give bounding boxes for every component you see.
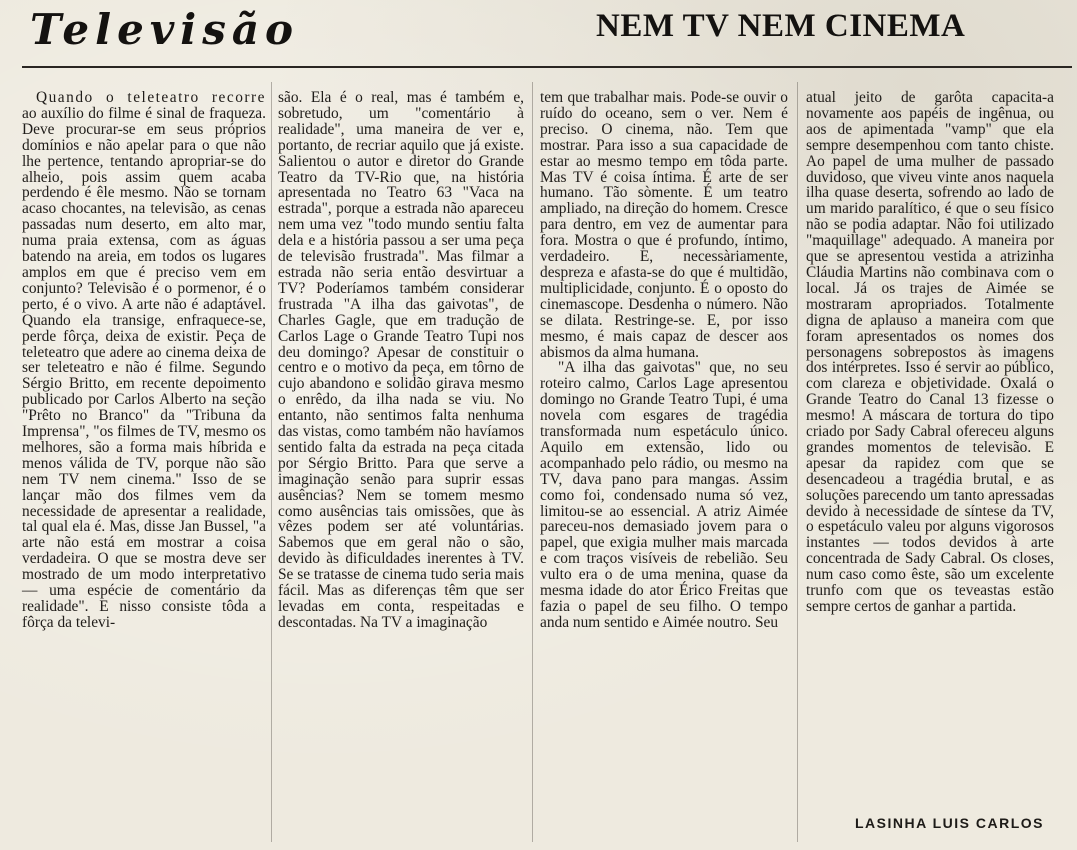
paragraph: tem que trabalhar mais. Pode-se ouvir o ruído do oceano, sem o ver. Nem é preciso. O cinema, não. Tem que mostrar. Para isso a sua capacidade de estar ao mesmo tempo em tôda parte. Mas TV é coisa íntima. É arte de ser humano. Tão sòmente. É um teatro ampliado, na direção do homem. Cresce para dentro, em vez de aumentar para fora. Mostra o que é profundo, íntimo, verdadeiro. E, necessàriamente, despreza e afasta-se do que é multidão, multiplicidade, conjunto. É o oposto do cinemascope. Desdenha o número. Não se dilata. Restringe-se. E, por isso mesmo, é mais capaz de descer aos abismos da alma humana. [540,89,788,361]
paragraph: "A ilha das gaivotas" que, no seu roteiro calmo, Carlos Lage apresentou domingo no Grande Teatro Tupi, é uma novela com esgares de tragédia transformada num espetáculo único. Aquilo em extensão, lido ou acompanhado pelo rádio, ou mesmo na TV, dava pano para mangas. Assim como foi, condensado numa só vez, limitou-se ao essencial. A atriz Aimée pareceu-nos demasiado jovem para o papel, que exigia mulher mais marcada e com traços visíveis de rebelião. Seu vulto era o de uma menina, quase da mesma idade do ator Érico Freitas que fazia o papel de seu filho. O tempo anda num sentido e Aimée noutro. Seu [540,359,788,631]
article-column-3 [540,90,788,631]
section-title: Televisão [30,5,300,54]
header-rule [22,66,1072,68]
column-divider [797,82,798,842]
paragraph: Quando o teleteatro recorre ao auxílio do filme é sinal de fraqueza. Deve procurar-se em seus próprios domínios e não apelar para o que não lhe pertence, tentando apropriar-se do alheio, pois assim quem acaba perdendo é êle mesmo. Não se tornam acaso chocantes, na televisão, as cenas passadas num deserto, em alto mar, numa praia extensa, com as águas batendo na areia, em todos os lugares amplos em que é preciso vem em conjunto? Televisão é o pormenor, é o perto, é o vivo. A arte não é adaptável. Quando ela transige, enfraquece-se, perde fôrça, deixa de existir. Peça de teleteatro que adere ao cinema deixa de ser teleteatro e não é filme. Segundo Sérgio Britto, em recente depoimento publicado por Carlos Alberto na seção "Prêto no Branco" da "Tribuna da Imprensa", "os filmes de TV, mesmo os melhores, são a forma mais híbrida e menos válida de TV, porque não são nem TV nem cinema." Isso de se lançar mão dos filmes vem da necessidade de apresentar a realidade, tal qual ela é. Mas, disse Jan Bussel, "a arte não está em mostrar a coisa verdadeira. O que se mostra deve ser mostrado de um modo interpretativo — uma espécie de comentário da realidade". E nisso consiste tôda a fôrça da televi- [22,89,266,631]
article-column-4 [806,90,1054,615]
article-column-2 [278,90,524,631]
column-divider [271,82,272,842]
headline: NEM TV NEM CINEMA [596,8,966,44]
paragraph: são. Ela é o real, mas é também e, sobretudo, um "comentário à realidade", uma maneira de ver e, portanto, de recriar aquilo que já existe. Salientou o autor e diretor do Grande Teatro da TV-Rio que, na história apresentada no Teatro 63 "Vaca na estrada", porque a estrada não apareceu nem uma vez "todo mundo sentiu falta dela e a história passou a ser uma peça de televisão frustrada". Mas filmar a estrada não seria então desvirtuar a TV? Poderíamos também considerar frustrada "A ilha das gaivotas", de Charles Gagle, que em tradução de Carlos Lage o Grande Teatro Tupi nos deu domingo? Apesar de constituir o centro e o motivo da peça, em tôrno de cujo abandono e solidão girava mesmo o enrêdo, da ilha nada se viu. No entanto, não sentimos falta nenhuma das vistas, como também não havíamos sentido falta da estrada na peça citada por Sérgio Britto. Para que serve a imaginação senão para suprir essas ausências? Nem se tomem mesmo como ausências tais omissões, que às vêzes podem ser até voluntárias. Sabemos que em geral não o são, devido às dificuldades inerentes à TV. Se se tratasse de cinema tudo seria mais fácil. Mas as diferenças têm que ser levadas em conta, respeitadas e descontadas. Na TV a imaginação [278,89,524,631]
author-byline: LASINHA LUIS CARLOS [855,815,1044,831]
column-divider [532,82,533,842]
article-column-1 [22,90,266,631]
paragraph: atual jeito de garôta capacita-a novamente aos papéis de ingênua, ou aos de apimentada "vamp" que ela sempre desempenhou com tanto chiste. Ao papel de uma mulher de passado duvidoso, que viveu vinte anos naquela ilha quase deserta, sofrendo ao lado de um marido paralítico, é que o seu físico não se podia adaptar. Não foi utilizado "maquillage" adequado. A maneira por que se apresentou vestida a atrizinha Cláudia Martins não combinava com o local. Já os trajes de Aimée se mostraram apropriados. Totalmente digna de aplauso a maneira com que foram apresentados os nomes dos personagens sobrepostos às imagens dos intérpretes. Isso é servir ao público, com clareza e objetividade. Oxalá o Grande Teatro do Canal 13 fizesse o mesmo! A máscara de tortura do tipo criado por Sady Cabral ofereceu alguns grandes momentos de televisão. E apesar da rapidez com que se desencadeou a tragédia brutal, e as soluções parecendo um tanto apressadas devido à necessidade de síntese da TV, o espetáculo valeu por alguns vigorosos instantes — todos devidos à arte concentrada de Sady Cabral. Os closes, num caso como êste, são um excelente trunfo com que os teveastas estão sempre certos de ganhar a partida. [806,89,1054,615]
